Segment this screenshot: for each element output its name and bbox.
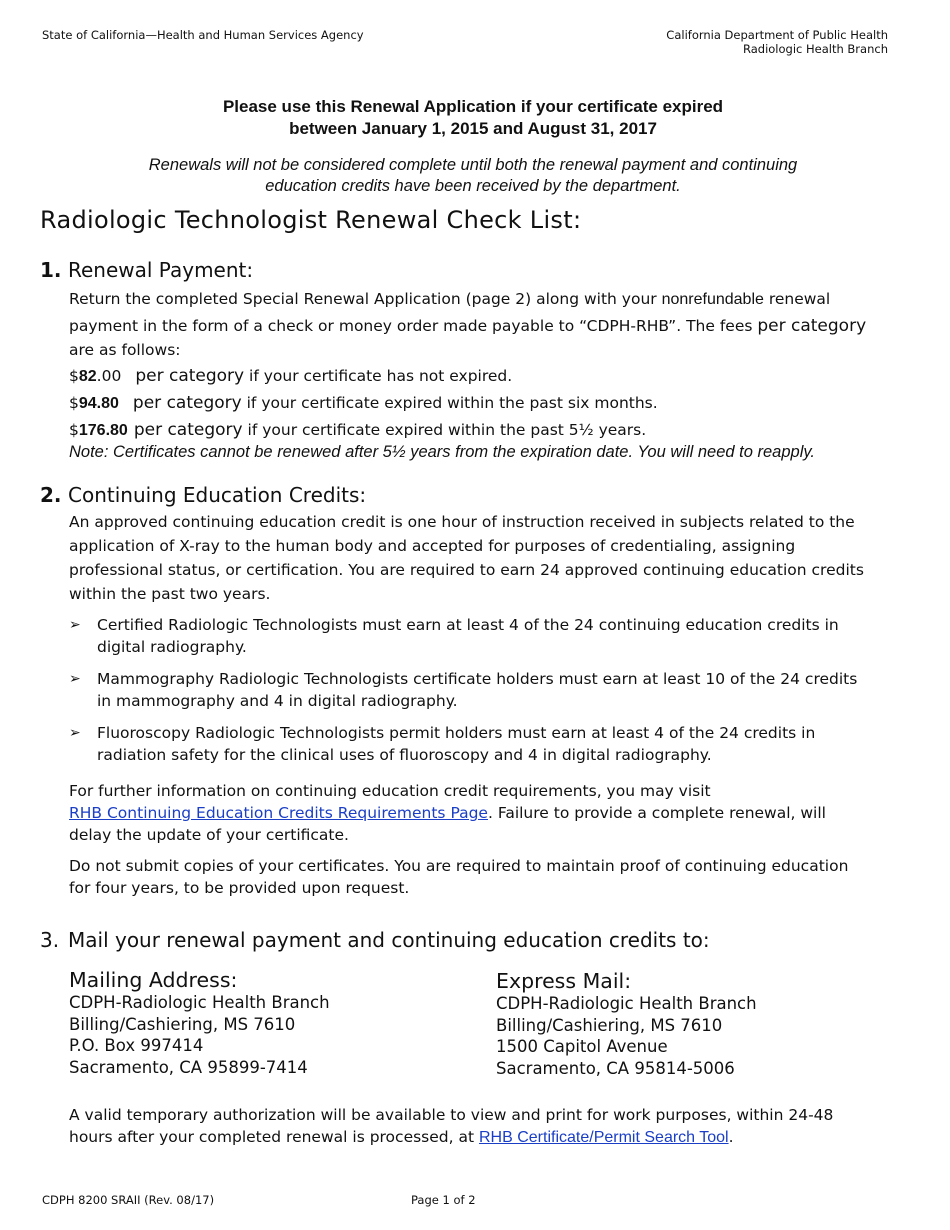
temporary-authorization-paragraph: [69, 1104, 914, 1149]
fee-cents: .00: [96, 367, 122, 385]
fee-dollar: $: [69, 421, 79, 439]
agency-header: State of California—Health and Human Services Agency: [42, 28, 364, 42]
arrow-bullet-icon: ➢: [69, 725, 81, 741]
address-line: Billing/Cashiering, MS 7610: [496, 1015, 723, 1035]
proof-retention-paragraph: [69, 855, 914, 899]
department-header: [666, 28, 888, 56]
completion-notice-line-2: education credits have been received by the department.: [265, 177, 681, 195]
ce-intro-line: within the past two years.: [69, 585, 271, 603]
eligibility-banner: [0, 96, 946, 140]
section-3-heading: [40, 928, 710, 952]
address-line: 1500 Capitol Avenue: [496, 1037, 668, 1056]
payment-text: are as follows:: [69, 341, 181, 359]
fee-list: [69, 363, 658, 444]
fee-per-category: per category: [133, 420, 243, 440]
arrow-bullet-icon: ➢: [69, 671, 81, 687]
per-category-text: per category: [757, 316, 867, 336]
mailing-address-heading: Mailing Address:: [69, 968, 238, 992]
proof-line: Do not submit copies of your certificates. You are required to maintain proof of continuing education: [69, 857, 849, 875]
bullet-line: Certified Radiologic Technologists must earn at least 4 of the 24 continuing education credits in: [97, 616, 839, 634]
ce-intro-line: application of X-ray to the human body and accepted for purposes of credentialing, assigning: [69, 537, 796, 555]
page-title: Radiologic Technologist Renewal Check List:: [40, 206, 582, 234]
reapply-note: Note: Certificates cannot be renewed after 5½ years from the expiration date. You will need to reapply.: [69, 443, 815, 461]
section-3-number: 3.: [40, 928, 60, 952]
fee-dollar: $: [69, 394, 79, 412]
section-1-number: 1.: [40, 258, 62, 282]
temp-auth-line: A valid temporary authorization will be available to view and print for work purposes, within 24-48: [69, 1106, 834, 1124]
further-info-line: . Failure to provide a complete renewal, will: [487, 804, 826, 822]
ce-intro-line: An approved continuing education credit is one hour of instruction received in subjects related to the: [69, 513, 855, 531]
nonrefundable-text: nonrefundable: [661, 291, 764, 308]
fee-amount: 94.80: [78, 395, 119, 412]
further-info-paragraph: [69, 780, 914, 846]
fee-description: if your certificate expired within the past 5½ years.: [242, 421, 647, 439]
bullet-line: Fluoroscopy Radiologic Technologists permit holders must earn at least 4 of the 24 credits in: [97, 724, 816, 742]
ce-bullet-item: [69, 722, 914, 766]
section-1-title: Renewal Payment:: [68, 258, 254, 282]
arrow-bullet-icon: ➢: [69, 617, 81, 633]
section-2-title: Continuing Education Credits:: [68, 483, 367, 507]
address-line: Sacramento, CA 95814-5006: [496, 1058, 735, 1078]
section-2-number: 2.: [40, 483, 62, 507]
fee-row: [69, 390, 658, 417]
eligibility-line-2: between January 1, 2015 and August 31, 2017: [289, 119, 657, 138]
certificate-search-link[interactable]: RHB Certificate/Permit Search Tool: [479, 1129, 729, 1146]
fee-per-category: per category: [135, 366, 245, 386]
further-info-line: delay the update of your certificate.: [69, 826, 349, 844]
express-mail-block: [496, 969, 757, 1079]
fee-dollar: $: [69, 367, 79, 385]
section-2-heading: [40, 483, 366, 507]
express-mail-heading: Express Mail:: [496, 969, 632, 993]
mailing-address-block: [69, 968, 330, 1078]
temp-auth-line: hours after your completed renewal is processed, at: [69, 1128, 479, 1146]
payment-text: renewal: [763, 290, 831, 308]
ce-credit-intro: [69, 510, 914, 606]
ce-bullet-item: [69, 614, 914, 658]
fee-description: if your certificate has not expired.: [244, 367, 513, 385]
fee-row: [69, 363, 658, 390]
branch-name: Radiologic Health Branch: [742, 42, 888, 56]
fee-amount: 82: [78, 368, 97, 385]
bullet-line: radiation safety for the clinical uses of fluoroscopy and 4 in digital radiography.: [97, 746, 712, 764]
ce-requirements-link[interactable]: RHB Continuing Education Credits Requirements Page: [69, 804, 488, 822]
eligibility-line-1: Please use this Renewal Application if your certificate expired: [222, 97, 724, 116]
payment-instructions: [69, 287, 914, 362]
payment-text: payment in the form of a check or money order made payable to “CDPH-RHB”. The fees: [69, 317, 758, 335]
address-line: Billing/Cashiering, MS 7610: [69, 1014, 296, 1034]
ce-intro-line: professional status, or certification. You are required to earn 24 approved continuing education credits: [69, 561, 864, 579]
fee-amount: 176.80: [78, 422, 128, 439]
page-number: Page 1 of 2: [411, 1193, 476, 1207]
form-id: CDPH 8200 SRAII (Rev. 08/17): [42, 1193, 215, 1207]
bullet-line: in mammography and 4 in digital radiography.: [97, 692, 458, 710]
department-name: California Department of Public Health: [666, 28, 888, 42]
section-3-title: Mail your renewal payment and continuing education credits to:: [68, 928, 710, 952]
fee-description: if your certificate expired within the past six months.: [241, 394, 658, 412]
temp-auth-period: .: [728, 1128, 734, 1146]
further-info-line: For further information on continuing education credit requirements, you may visit: [69, 782, 711, 800]
fee-row: [69, 417, 658, 444]
section-1-heading: [40, 258, 253, 282]
payment-text: Return the completed Special Renewal Application (page 2) along with your: [69, 290, 662, 308]
fee-per-category: per category: [132, 393, 242, 413]
address-line: Sacramento, CA 95899-7414: [69, 1057, 308, 1077]
bullet-line: Mammography Radiologic Technologists certificate holders must earn at least 10 of the 24 credits: [97, 670, 858, 688]
address-line: P.O. Box 997414: [69, 1036, 204, 1055]
ce-bullet-item: [69, 668, 914, 712]
completion-notice-line-1: Renewals will not be considered complete until both the renewal payment and continuing: [148, 156, 798, 174]
address-line: CDPH-Radiologic Health Branch: [496, 994, 757, 1013]
completion-notice: [0, 155, 946, 197]
bullet-line: digital radiography.: [97, 638, 247, 656]
address-line: CDPH-Radiologic Health Branch: [69, 993, 330, 1012]
proof-line: for four years, to be provided upon request.: [69, 879, 410, 897]
